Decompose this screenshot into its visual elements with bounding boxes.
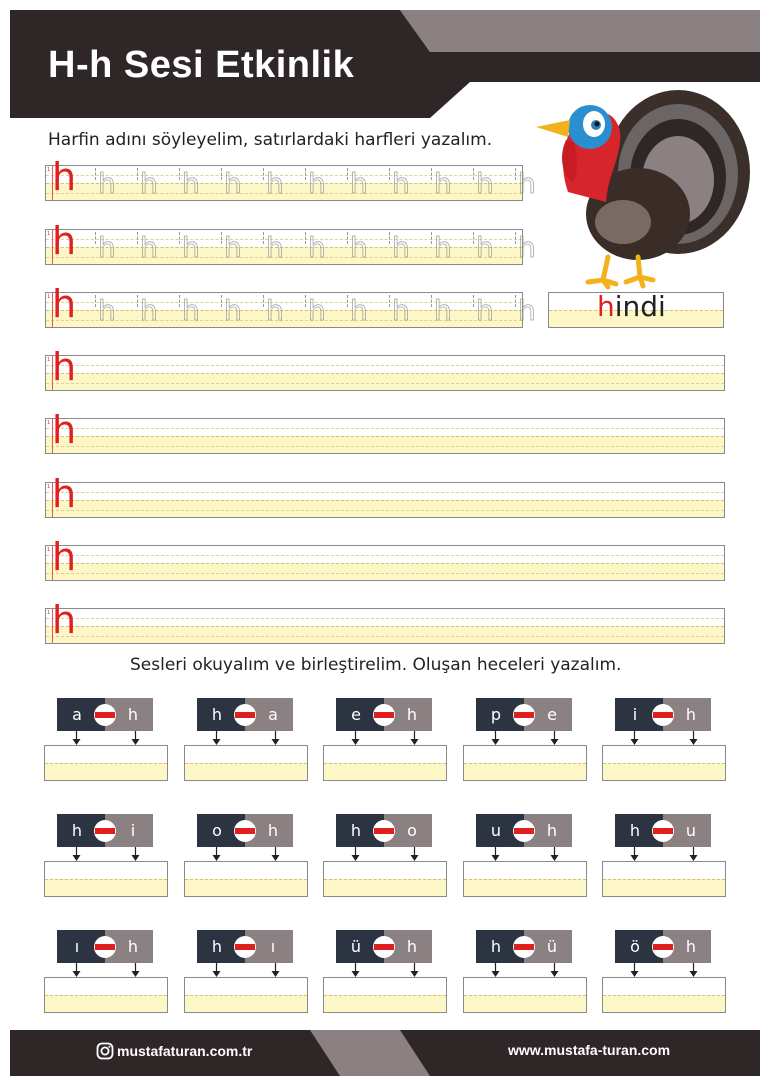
writing-row[interactable]: 1 h h h h h h h h h h h h [47,219,536,264]
connector-icon [94,820,116,842]
syllable-unit [184,930,308,1013]
trace-guide-tick [221,232,222,244]
left-sound: o [212,821,222,840]
trace-guide-tick [263,295,264,307]
trace-letter: h [392,231,410,264]
page-title: H-h Sesi Etkinlik [48,44,355,86]
trace-guide-tick [473,168,474,180]
syllable-unit [323,698,447,781]
trace-letter: h [266,294,284,327]
connector-icon [513,936,535,958]
model-letter: h [52,282,77,326]
arrow-down-icon [212,963,221,977]
syllable-unit [602,698,726,781]
picture-word [597,290,666,323]
answer-box[interactable] [463,745,587,781]
trace-letter: h [182,231,200,264]
right-sound: o [407,821,417,840]
trace-letter: h [308,167,326,200]
model-letter: h [52,535,77,579]
right-sound: h [685,705,697,724]
arrow-down-icon [351,731,360,745]
arrow-down-icon [491,731,500,745]
right-sound: h [546,821,558,840]
syllable-unit [463,930,587,1013]
model-letter: h [52,345,77,389]
right-sound: h [406,937,418,956]
trace-guide-tick [95,295,96,307]
answer-box[interactable] [323,861,447,897]
instagram-icon [96,1042,114,1060]
writing-row[interactable]: 1 h [45,418,725,454]
trace-guide-tick [95,168,96,180]
trace-guide-tick [389,295,390,307]
answer-box[interactable] [323,745,447,781]
word-first-letter: h [597,290,615,323]
trace-guide-tick [473,232,474,244]
right-sound: i [130,821,136,840]
arrow-down-icon [271,847,280,861]
syllable-unit [463,698,587,781]
right-sound: a [268,705,278,724]
writing-row[interactable]: 1 h [45,545,725,581]
connector-icon [652,936,674,958]
answer-box[interactable] [44,745,168,781]
syllable-unit [44,930,168,1013]
trace-guide-tick [515,232,516,244]
left-sound: h [211,937,223,956]
arrow-down-icon [351,847,360,861]
writing-row[interactable]: 1 h h h h h h h h h h h h [47,282,536,327]
right-sound: h [685,937,697,956]
right-sound: h [267,821,279,840]
right-sound: h [127,937,139,956]
arrow-down-icon [550,731,559,745]
trace-guide-tick [389,168,390,180]
connector-icon [652,820,674,842]
trace-guide-tick [347,295,348,307]
answer-box[interactable] [323,977,447,1013]
trace-letter: h [98,294,116,327]
writing-instruction: Harfin adını söyleyelim, satırlardaki harfleri yazalım. [48,130,493,150]
connector-icon [234,936,256,958]
writing-row[interactable]: 1 h [45,608,725,644]
trace-guide-tick [473,295,474,307]
trace-guide-tick [263,168,264,180]
trace-guide-tick [515,168,516,180]
syllable-unit [44,698,168,781]
word-box [548,292,724,328]
trace-guide-tick [221,168,222,180]
model-letter: h [52,219,77,263]
left-sound: h [490,937,502,956]
connector-icon [373,704,395,726]
trace-guide-tick [347,168,348,180]
right-sound: ı [270,937,276,956]
trace-guide-tick [347,232,348,244]
right-sound: ü [546,937,558,956]
arrow-down-icon [550,847,559,861]
turkey-icon [528,82,750,292]
arrow-down-icon [689,731,698,745]
trace-letter: h [308,231,326,264]
trace-guide-tick [137,232,138,244]
left-sound: h [629,821,641,840]
writing-row[interactable]: 1 h [45,482,725,518]
arrow-down-icon [212,847,221,861]
answer-box[interactable] [602,977,726,1013]
trace-letter: h [224,294,242,327]
trace-letter: h [308,294,326,327]
trace-letter: h [476,167,494,200]
trace-guide-tick [305,295,306,307]
left-sound: ö [630,937,640,956]
connector-icon [94,936,116,958]
connector-icon [234,820,256,842]
trace-letter: h [98,167,116,200]
answer-box[interactable] [44,977,168,1013]
left-sound: ı [74,937,80,956]
arrow-down-icon [689,963,698,977]
writing-row[interactable]: 1 h h h h h h h h h h h h [47,155,536,200]
connector-icon [94,704,116,726]
arrow-down-icon [410,963,419,977]
trace-letter: h [350,167,368,200]
writing-row[interactable]: 1 h [45,355,725,391]
arrow-down-icon [491,847,500,861]
instagram-link[interactable] [96,1042,252,1060]
arrow-down-icon [131,731,140,745]
right-sound: e [547,705,557,724]
answer-box[interactable] [463,977,587,1013]
model-letter: h [52,155,77,199]
trace-guide-tick [137,295,138,307]
arrow-down-icon [410,847,419,861]
trace-guide-tick [305,168,306,180]
syllable-unit [463,814,587,897]
turkey-illustration [528,82,750,292]
syllable-unit [602,930,726,1013]
word-rest: indi [614,290,666,323]
trace-letter: h [434,231,452,264]
arrow-down-icon [72,731,81,745]
trace-letter: h [224,231,242,264]
answer-box[interactable] [602,861,726,897]
trace-letter: h [476,231,494,264]
trace-guide-tick [221,295,222,307]
left-sound: ü [350,937,362,956]
left-sound: p [490,705,502,724]
arrow-down-icon [550,963,559,977]
trace-letter: h [350,294,368,327]
syllable-unit [323,930,447,1013]
syllable-unit [602,814,726,897]
trace-guide-tick [137,168,138,180]
trace-guide-tick [431,295,432,307]
trace-letter: h [434,167,452,200]
answer-box[interactable] [184,861,308,897]
trace-letter: h [266,231,284,264]
arrow-down-icon [131,847,140,861]
arrow-down-icon [689,847,698,861]
left-sound: h [71,821,83,840]
trace-letter: h [266,167,284,200]
arrow-down-icon [271,963,280,977]
syllable-unit [184,698,308,781]
trace-letter: h [140,294,158,327]
trace-letter: h [518,167,536,200]
trace-guide-tick [179,232,180,244]
arrow-down-icon [630,731,639,745]
arrow-down-icon [72,963,81,977]
arrow-down-icon [410,731,419,745]
arrow-down-icon [630,847,639,861]
arrow-down-icon [72,847,81,861]
connector-icon [513,704,535,726]
trace-letter: h [434,294,452,327]
arrow-down-icon [630,963,639,977]
trace-guide-tick [263,232,264,244]
website-link[interactable]: www.mustafa-turan.com [508,1042,671,1058]
syllable-unit [323,814,447,897]
trace-letter: h [476,294,494,327]
trace-letter: h [182,167,200,200]
trace-guide-tick [389,232,390,244]
trace-letter: h [140,167,158,200]
trace-letter: h [350,231,368,264]
trace-guide-tick [95,232,96,244]
answer-box[interactable] [184,977,308,1013]
trace-letter: h [182,294,200,327]
connector-icon [373,936,395,958]
answer-box[interactable] [44,861,168,897]
trace-letter: h [224,167,242,200]
trace-guide-tick [179,295,180,307]
connector-icon [373,820,395,842]
connector-icon [234,704,256,726]
answer-box[interactable] [602,745,726,781]
model-letter: h [52,472,77,516]
left-sound: i [632,705,638,724]
connector-icon [652,704,674,726]
arrow-down-icon [131,963,140,977]
model-letter: h [52,598,77,642]
trace-letter: h [392,167,410,200]
connector-icon [513,820,535,842]
trace-letter: h [98,231,116,264]
left-sound: a [72,705,82,724]
footer [0,1030,770,1076]
answer-box[interactable] [463,861,587,897]
arrow-down-icon [491,963,500,977]
trace-guide-tick [431,168,432,180]
syllable-instruction: Sesleri okuyalım ve birleştirelim. Oluşan heceleri yazalım. [130,655,622,675]
trace-letter: h [392,294,410,327]
answer-box[interactable] [184,745,308,781]
left-sound: e [351,705,361,724]
trace-guide-tick [431,232,432,244]
syllable-unit [184,814,308,897]
syllable-unit [44,814,168,897]
arrow-down-icon [212,731,221,745]
arrow-down-icon [351,963,360,977]
left-sound: h [350,821,362,840]
right-sound: h [127,705,139,724]
trace-guide-tick [515,295,516,307]
right-sound: h [406,705,418,724]
trace-guide-tick [179,168,180,180]
arrow-down-icon [271,731,280,745]
trace-letter: h [518,294,536,327]
left-sound: u [490,821,502,840]
left-sound: h [211,705,223,724]
trace-letter: h [140,231,158,264]
right-sound: u [685,821,697,840]
instagram-handle: mustafaturan.com.tr [117,1043,253,1059]
trace-guide-tick [305,232,306,244]
trace-letter: h [518,231,536,264]
model-letter: h [52,408,77,452]
